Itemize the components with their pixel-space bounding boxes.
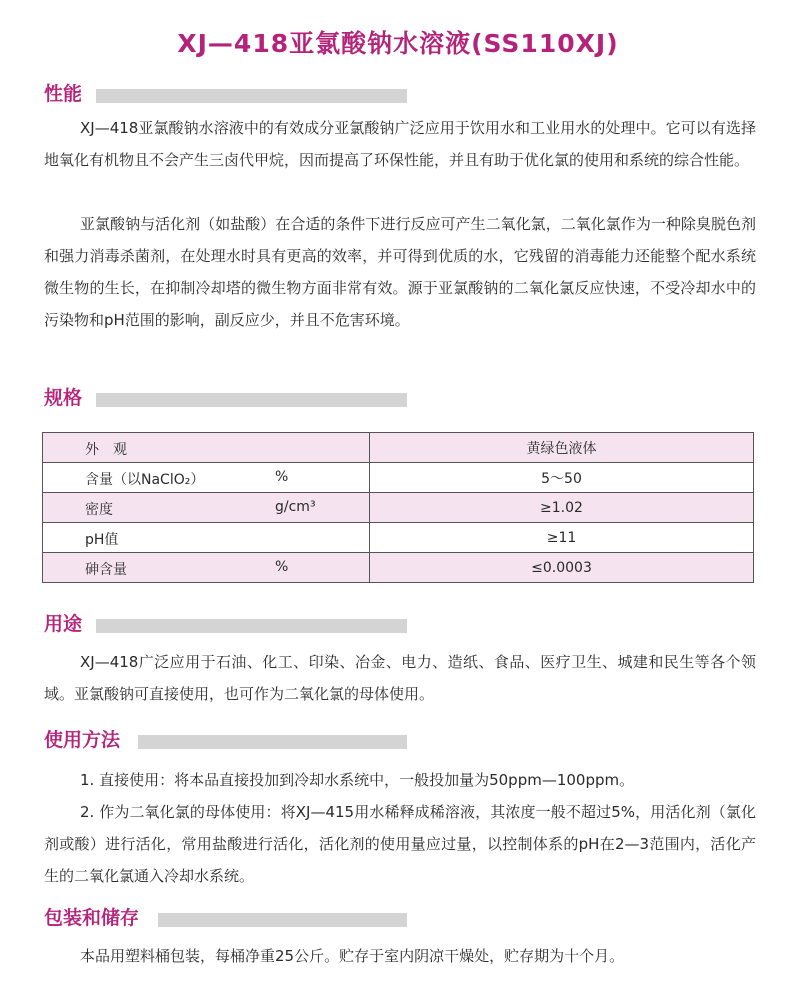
heading-bar [96,89,407,103]
table-row [43,463,754,493]
spec-value: 5～50 [370,463,754,493]
spec-label: 外 观 [85,442,127,458]
spec-value: ≤0.0003 [370,553,754,583]
spec-label: 砷含量 [85,562,127,578]
heading-bar [138,735,407,749]
usage-heading-label: 用途 [44,613,83,635]
spec-value: 黄绿色液体 [370,433,754,463]
spec-unit: g/cm³ [275,499,316,515]
spec-unit: % [275,559,289,575]
spec-label: 密度 [85,502,113,518]
packaging-heading-label: 包装和储存 [44,907,140,929]
performance-heading-label: 性能 [44,83,83,105]
spec-label: 含量（以NaClO₂） [85,472,205,488]
table-row [43,433,754,463]
spec-value: ≥11 [370,523,754,553]
heading-bar [96,619,407,633]
heading-bar [158,913,407,927]
packaging-paragraph: 本品用塑料桶包装，每桶净重25公斤。贮存于室内阴凉干燥处，贮存期为十个月。 [80,947,625,965]
specs-heading-label: 规格 [44,387,83,409]
spec-label: pH值 [85,532,119,548]
spec-value: ≥1.02 [370,493,754,523]
usage-paragraph: XJ—418广泛应用于石油、化工、印染、冶金、电力、造纸、食品、医疗卫生、城建和民生等各个领域。亚氯酸钠可直接使用，也可作为二氧化氯的母体使用。 [44,653,756,703]
table-row [43,493,754,523]
method-heading-label: 使用方法 [44,729,121,751]
performance-paragraph-1: XJ—418亚氯酸钠水溶液中的有效成分亚氯酸钠广泛应用于饮用水和工业用水的处理中。它可以有选择地氧化有机物且不会产生三卤代甲烷，因而提高了环保性能，并且有助于优化氯的使用和系统的综合性能。 [44,119,756,169]
method-item-1: 1. 直接使用：将本品直接投加到冷却水系统中，一般投加量为50ppm—100ppm。 [80,771,635,789]
performance-paragraph-2: 亚氯酸钠与活化剂（如盐酸）在合适的条件下进行反应可产生二氧化氯，二氧化氯作为一种除臭脱色剂和强力消毒杀菌剂，在处理水时具有更高的效率，并可得到优质的水，它残留的消毒能力还能整个配水系统微生物的生长，在抑制冷却塔的微生物方面非常有效。源于亚氯酸钠的二氧化氯反应快速，不受冷却水中的污染物和pH范围的影响，副反应少，并且不危害环境。 [44,215,756,329]
method-item-2: 2. 作为二氧化氯的母体使用：将XJ—415用水稀释成稀溶液，其浓度一般不超过5%，用活化剂（氯化剂或酸）进行活化，常用盐酸进行活化，活化剂的使用量应过量，以控制体系的pH在2—3范围内，活化产生的二氧化氯通入冷却水系统。 [44,803,756,885]
page-title: XJ—418亚氯酸钠水溶液(SS110XJ) [177,29,619,58]
heading-bar [96,393,407,407]
spec-table [42,432,754,583]
spec-unit: % [275,469,289,485]
table-row [43,523,754,553]
table-row [43,553,754,583]
